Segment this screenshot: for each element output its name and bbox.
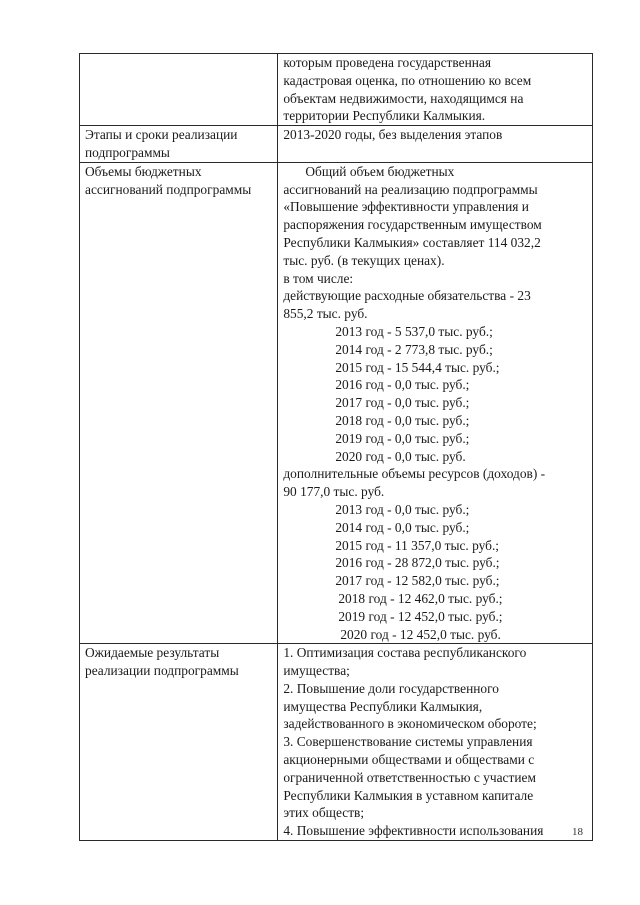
budget-value-cell bbox=[278, 162, 593, 644]
label-line: ассигнований подпрограммы bbox=[85, 181, 252, 197]
results-value-cell bbox=[278, 644, 593, 841]
table-row-budget bbox=[80, 162, 593, 644]
text-line: которым проведена государственная bbox=[283, 55, 492, 70]
table-row-cadastral bbox=[80, 54, 593, 126]
text-line: 4. Повышение эффективности использования bbox=[283, 823, 544, 839]
label-line: Ожидаемые результаты bbox=[85, 645, 220, 661]
year-allocation-line: 2014 год - 0,0 тыс. руб.; bbox=[335, 519, 470, 535]
label-line: Объемы бюджетных bbox=[85, 163, 202, 179]
row-label-empty bbox=[80, 54, 278, 126]
stages-value-cell: 2013-2020 годы, без выделения этапов bbox=[278, 126, 593, 163]
text-line: имущества; bbox=[283, 663, 350, 679]
text-line: действующие расходные обязательства - 23 bbox=[283, 288, 531, 304]
year-allocation-line: 2020 год - 12 452,0 тыс. руб. bbox=[340, 626, 501, 642]
text-line: этих обществ; bbox=[283, 805, 365, 821]
text-line: 3. Совершенствование системы управления bbox=[283, 734, 533, 750]
year-allocation-line: 2013 год - 5 537,0 тыс. руб.; bbox=[335, 323, 493, 339]
budget-label-cell bbox=[80, 162, 278, 644]
text-line: задействованного в экономическом обороте; bbox=[283, 716, 537, 732]
text-line: территории Республики Калмыкия. bbox=[283, 108, 486, 124]
label-line: реализации подпрограммы bbox=[85, 663, 239, 679]
results-label-cell bbox=[80, 644, 278, 841]
text-line: акционерными обществами и обществами с bbox=[283, 752, 535, 768]
year-allocation-line: 2017 год - 12 582,0 тыс. руб.; bbox=[335, 573, 500, 589]
text-line: в том числе: bbox=[283, 270, 354, 286]
year-allocation-line: 2017 год - 0,0 тыс. руб.; bbox=[335, 395, 470, 411]
label-line: подпрограммы bbox=[85, 144, 170, 160]
text-line: ассигнований на реализацию подпрограммы bbox=[283, 181, 538, 197]
subprogram-passport-table bbox=[79, 53, 593, 841]
year-allocation-line: 2019 год - 12 452,0 тыс. руб.; bbox=[338, 608, 503, 624]
label-line: Этапы и сроки реализации bbox=[85, 127, 238, 143]
year-allocation-line: 2018 год - 12 462,0 тыс. руб.; bbox=[338, 590, 503, 606]
text-line: объектам недвижимости, находящимся на bbox=[283, 90, 524, 106]
table-row-results bbox=[80, 644, 593, 841]
text-line: 90 177,0 тыс. руб. bbox=[283, 484, 385, 500]
page-number: 18 bbox=[572, 826, 583, 838]
text-line: 1. Оптимизация состава республиканского bbox=[283, 645, 527, 661]
year-allocation-line: 2016 год - 0,0 тыс. руб.; bbox=[335, 377, 470, 393]
year-allocation-line: 2014 год - 2 773,8 тыс. руб.; bbox=[335, 341, 493, 357]
text-line: дополнительные объемы ресурсов (доходов) - bbox=[283, 466, 546, 482]
text-line: ограниченной ответственностью с участием bbox=[283, 769, 536, 785]
text-line: имущества Республики Калмыкия, bbox=[283, 698, 483, 714]
year-allocation-line: 2015 год - 11 357,0 тыс. руб.; bbox=[335, 537, 500, 553]
text-line: 855,2 тыс. руб. bbox=[283, 306, 368, 322]
year-allocation-line: 2015 год - 15 544,4 тыс. руб.; bbox=[335, 359, 500, 375]
text-line: тыс. руб. (в текущих ценах). bbox=[283, 252, 445, 268]
cadastral-text-cell bbox=[278, 54, 593, 126]
text-line: 2. Повышение доли государственного bbox=[283, 680, 499, 696]
text-line: Общий объем бюджетных bbox=[305, 163, 455, 179]
stages-label-cell bbox=[80, 126, 278, 163]
year-allocation-line: 2019 год - 0,0 тыс. руб.; bbox=[335, 430, 470, 446]
year-allocation-line: 2020 год - 0,0 тыс. руб. bbox=[335, 448, 466, 464]
text-line: кадастровая оценка, по отношению ко всем bbox=[283, 72, 532, 88]
year-allocation-line: 2018 год - 0,0 тыс. руб.; bbox=[335, 412, 470, 428]
text-line: Республики Калмыкия» составляет 114 032,2 bbox=[283, 234, 541, 250]
table-row-stages bbox=[80, 126, 593, 163]
text-line: распоряжения государственным имуществом bbox=[283, 217, 542, 233]
text-line: Республики Калмыкия в уставном капитале bbox=[283, 787, 534, 803]
year-allocation-line: 2016 год - 28 872,0 тыс. руб.; bbox=[335, 555, 500, 571]
text-line: «Повышение эффективности управления и bbox=[283, 199, 529, 215]
year-allocation-line: 2013 год - 0,0 тыс. руб.; bbox=[335, 501, 470, 517]
